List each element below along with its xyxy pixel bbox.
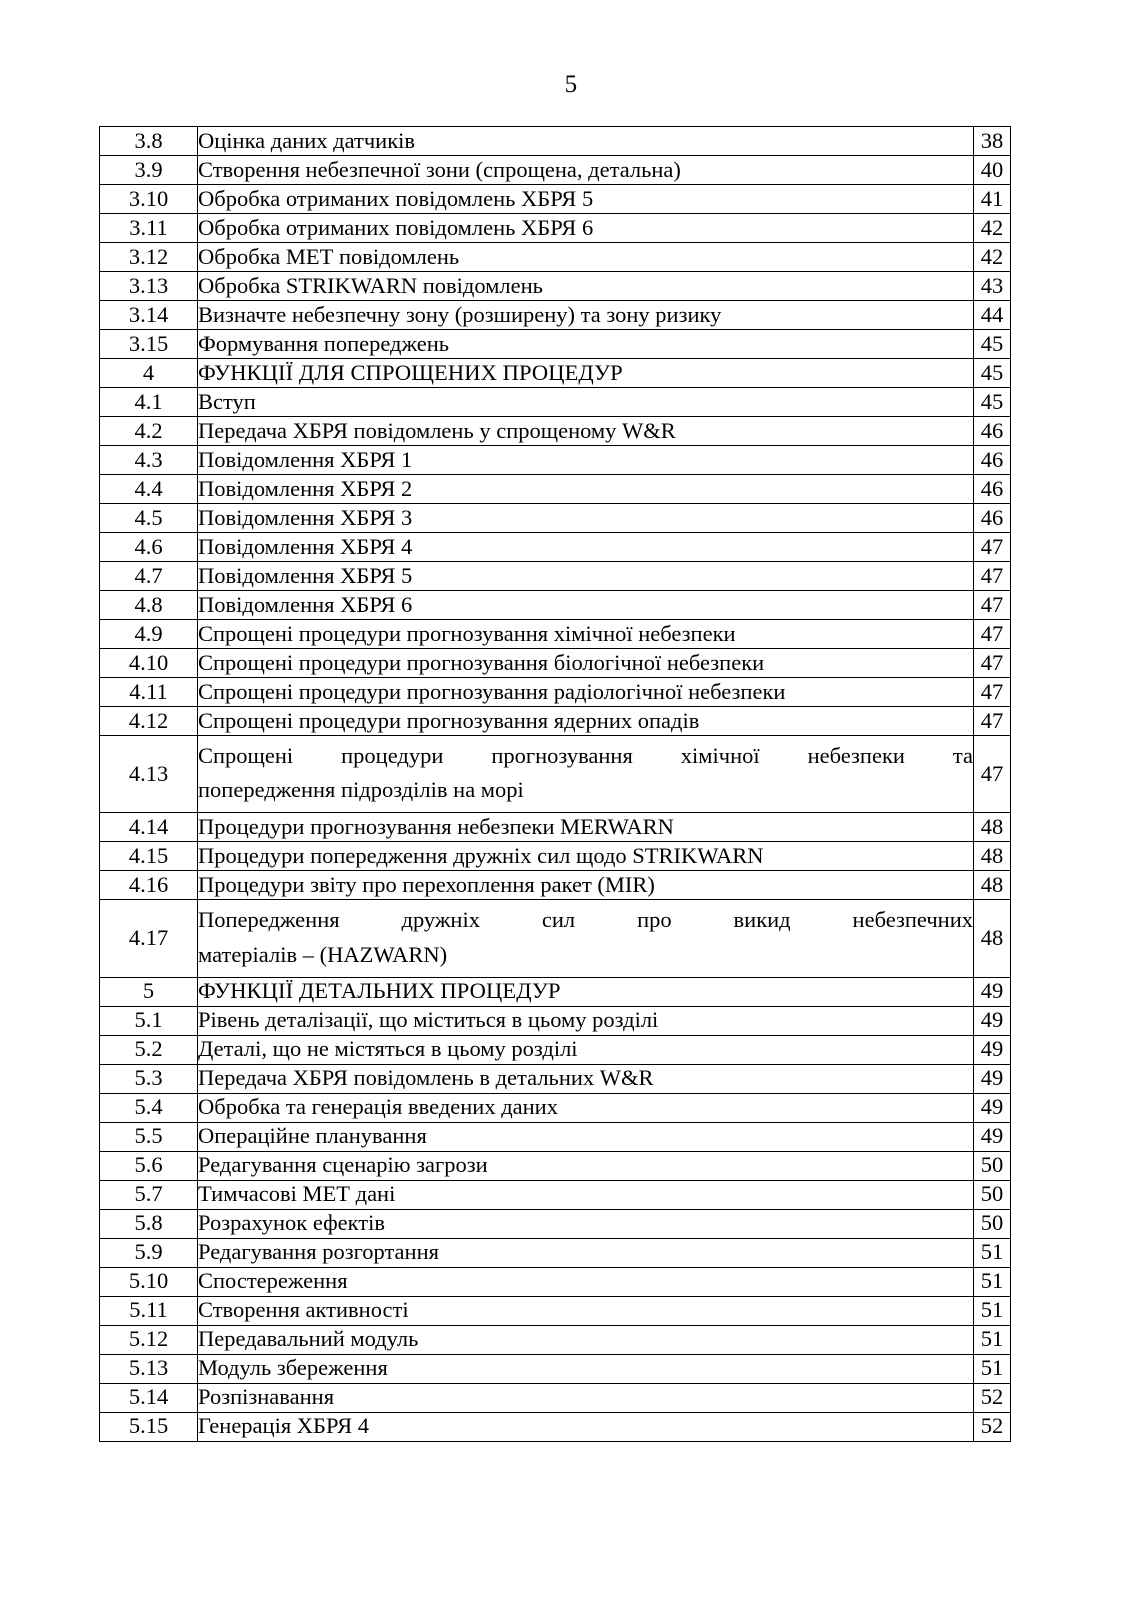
- toc-entry-page: 47: [974, 736, 1011, 813]
- toc-entry-page: 49: [974, 977, 1011, 1006]
- toc-entry-number: 5.10: [100, 1267, 198, 1296]
- toc-entry-page: 47: [974, 620, 1011, 649]
- toc-section-heading[interactable]: ФУНКЦІЇ ДЛЯ СПРОЩЕНИХ ПРОЦЕДУР: [198, 359, 974, 388]
- toc-entry-number: 5.12: [100, 1325, 198, 1354]
- toc-entry-title[interactable]: Генерація ХБРЯ 4: [198, 1412, 974, 1441]
- toc-entry-title[interactable]: Повідомлення ХБРЯ 3: [198, 504, 974, 533]
- toc-entry-title-line: Попередження дружніх сил про викид небезпечних: [198, 907, 973, 933]
- toc-entry-number: 5.8: [100, 1209, 198, 1238]
- toc-entry-title[interactable]: Редагування сценарію загрози: [198, 1151, 974, 1180]
- toc-row[interactable]: [100, 388, 1011, 417]
- toc-row[interactable]: [100, 301, 1011, 330]
- toc-entry-title[interactable]: Редагування розгортання: [198, 1238, 974, 1267]
- toc-entry-title-line: матеріалів – (HAZWARN): [198, 941, 448, 967]
- toc-entry-title[interactable]: Повідомлення ХБРЯ 5: [198, 562, 974, 591]
- toc-entry-page: 48: [974, 871, 1011, 900]
- toc-entry-title[interactable]: Формування попереджень: [198, 330, 974, 359]
- toc-row[interactable]: [100, 900, 1011, 977]
- toc-entry-number: 3.15: [100, 330, 198, 359]
- toc-row[interactable]: [100, 475, 1011, 504]
- toc-entry-page: 47: [974, 562, 1011, 591]
- toc-entry-number: 4.9: [100, 620, 198, 649]
- toc-entry-number: 5: [100, 977, 198, 1006]
- toc-entry-page: 46: [974, 475, 1011, 504]
- toc-entry-number: 5.4: [100, 1093, 198, 1122]
- toc-row[interactable]: [100, 871, 1011, 900]
- toc-entry-number: 5.9: [100, 1238, 198, 1267]
- toc-entry-title[interactable]: Розрахунок ефектів: [198, 1209, 974, 1238]
- toc-table: [99, 126, 1011, 1442]
- toc-entry-number: 5.6: [100, 1151, 198, 1180]
- toc-row[interactable]: [100, 977, 1011, 1006]
- toc-entry-title[interactable]: Обробка та генерація введених даних: [198, 1093, 974, 1122]
- toc-entry-title[interactable]: Розпізнавання: [198, 1383, 974, 1412]
- toc-entry-page: 51: [974, 1238, 1011, 1267]
- toc-entry-title[interactable]: Обробка МЕТ повідомлень: [198, 243, 974, 272]
- toc-entry-number: 3.13: [100, 272, 198, 301]
- toc-row[interactable]: [100, 417, 1011, 446]
- toc-entry-number: 5.2: [100, 1035, 198, 1064]
- toc-entry-page: 47: [974, 707, 1011, 736]
- toc-entry-page: 48: [974, 813, 1011, 842]
- toc-entry-page: 45: [974, 359, 1011, 388]
- toc-entry-title[interactable]: Спрощені процедури прогнозування ядерних опадів: [198, 707, 974, 736]
- toc-entry-number: 5.5: [100, 1122, 198, 1151]
- toc-entry-number: 5.15: [100, 1412, 198, 1441]
- toc-entry-number: 5.3: [100, 1064, 198, 1093]
- toc-entry-title[interactable]: Обробка отриманих повідомлень ХБРЯ 5: [198, 185, 974, 214]
- toc-entry-page: 44: [974, 301, 1011, 330]
- toc-entry-page: 49: [974, 1064, 1011, 1093]
- toc-entry-title[interactable]: Повідомлення ХБРЯ 6: [198, 591, 974, 620]
- toc-entry-page: 52: [974, 1412, 1011, 1441]
- toc-entry-number: 4.15: [100, 842, 198, 871]
- toc-entry-number: 4.7: [100, 562, 198, 591]
- toc-row[interactable]: [100, 620, 1011, 649]
- toc-entry-number: 4.12: [100, 707, 198, 736]
- toc-entry-title[interactable]: Модуль збереження: [198, 1354, 974, 1383]
- toc-entry-page: 38: [974, 127, 1011, 156]
- toc-entry-number: 4.10: [100, 649, 198, 678]
- toc-entry-page: 49: [974, 1122, 1011, 1151]
- toc-entry-page: 46: [974, 417, 1011, 446]
- toc-row[interactable]: [100, 1122, 1011, 1151]
- toc-entry-title[interactable]: Передача ХБРЯ повідомлень в детальних W&R: [198, 1064, 974, 1093]
- toc-entry-title[interactable]: Деталі, що не містяться в цьому розділі: [198, 1035, 974, 1064]
- toc-entry-title[interactable]: Передавальний модуль: [198, 1325, 974, 1354]
- toc-entry-title[interactable]: Спостереження: [198, 1267, 974, 1296]
- toc-entry-page: 47: [974, 533, 1011, 562]
- toc-entry-title[interactable]: Вступ: [198, 388, 974, 417]
- toc-entry-title[interactable]: Спрощені процедури прогнозування радіологічної небезпеки: [198, 678, 974, 707]
- toc-section-heading[interactable]: ФУНКЦІЇ ДЕТАЛЬНИХ ПРОЦЕДУР: [198, 977, 974, 1006]
- toc-row[interactable]: [100, 591, 1011, 620]
- toc-row[interactable]: [100, 1209, 1011, 1238]
- toc-row[interactable]: [100, 504, 1011, 533]
- toc-entry-page: 50: [974, 1209, 1011, 1238]
- toc-entry-number: 4.2: [100, 417, 198, 446]
- toc-entry-page: 43: [974, 272, 1011, 301]
- toc-entry-number: 4.5: [100, 504, 198, 533]
- toc-entry-title[interactable]: Повідомлення ХБРЯ 2: [198, 475, 974, 504]
- toc-entry-number: 4.11: [100, 678, 198, 707]
- toc-entry-page: 52: [974, 1383, 1011, 1412]
- toc-entry-page: 50: [974, 1180, 1011, 1209]
- toc-entry-title-line: Спрощені процедури прогнозування хімічної небезпеки та: [198, 743, 973, 768]
- toc-entry-page: 45: [974, 330, 1011, 359]
- toc-row[interactable]: [100, 272, 1011, 301]
- toc-entry-page: 51: [974, 1354, 1011, 1383]
- toc-entry-page: 47: [974, 591, 1011, 620]
- toc-entry-number: 3.12: [100, 243, 198, 272]
- toc-entry-number: 5.14: [100, 1383, 198, 1412]
- toc-entry-page: 42: [974, 243, 1011, 272]
- toc-entry-title[interactable]: Обробка STRIKWARN повідомлень: [198, 272, 974, 301]
- toc-entry-page: 48: [974, 842, 1011, 871]
- toc-row[interactable]: [100, 330, 1011, 359]
- toc-entry-title[interactable]: Рівень деталізації, що міститься в цьому розділі: [198, 1006, 974, 1035]
- toc-entry-number: 3.14: [100, 301, 198, 330]
- toc-entry-number: 4.14: [100, 813, 198, 842]
- toc-row[interactable]: [100, 1325, 1011, 1354]
- toc-row[interactable]: [100, 243, 1011, 272]
- toc-entry-number: 3.11: [100, 214, 198, 243]
- toc-entry-number: 5.7: [100, 1180, 198, 1209]
- toc-entry-page: 46: [974, 446, 1011, 475]
- toc-entry-page: 51: [974, 1325, 1011, 1354]
- toc-entry-number: 4.6: [100, 533, 198, 562]
- toc-entry-title[interactable]: Повідомлення ХБРЯ 1: [198, 446, 974, 475]
- toc-entry-number: 4.3: [100, 446, 198, 475]
- toc-entry-page: 42: [974, 214, 1011, 243]
- toc-entry-title[interactable]: Визначте небезпечну зону (розширену) та зону ризику: [198, 301, 974, 330]
- toc-row[interactable]: [100, 1064, 1011, 1093]
- toc-row[interactable]: [100, 1354, 1011, 1383]
- toc-row[interactable]: [100, 707, 1011, 736]
- toc-entry-title[interactable]: [198, 736, 974, 813]
- toc-row[interactable]: [100, 842, 1011, 871]
- toc-entry-page: 49: [974, 1006, 1011, 1035]
- toc-row[interactable]: [100, 1035, 1011, 1064]
- toc-entry-page: 50: [974, 1151, 1011, 1180]
- toc-row[interactable]: [100, 1006, 1011, 1035]
- page-number: 5: [564, 71, 578, 98]
- toc-row[interactable]: [100, 1296, 1011, 1325]
- toc-row[interactable]: [100, 359, 1011, 388]
- toc-entry-page: 49: [974, 1035, 1011, 1064]
- toc-row[interactable]: [100, 156, 1011, 185]
- toc-entry-number: 3.9: [100, 156, 198, 185]
- toc-table-body: [100, 127, 1011, 1442]
- toc-entry-page: 45: [974, 388, 1011, 417]
- toc-entry-number: 5.1: [100, 1006, 198, 1035]
- toc-entry-title[interactable]: Процедури прогнозування небезпеки MERWARN: [198, 813, 974, 842]
- toc-entry-title[interactable]: Процедури попередження дружніх сил щодо STRIKWARN: [198, 842, 974, 871]
- toc-entry-page: 49: [974, 1093, 1011, 1122]
- toc-row[interactable]: [100, 1412, 1011, 1441]
- toc-row[interactable]: [100, 736, 1011, 813]
- toc-row[interactable]: [100, 127, 1011, 156]
- toc-entry-title[interactable]: Обробка отриманих повідомлень ХБРЯ 6: [198, 214, 974, 243]
- toc-entry-title[interactable]: Процедури звіту про перехоплення ракет (MIR): [198, 871, 974, 900]
- toc-row[interactable]: [100, 649, 1011, 678]
- toc-entry-title[interactable]: Оцінка даних датчиків: [198, 127, 974, 156]
- toc-entry-page: 51: [974, 1267, 1011, 1296]
- toc-entry-title[interactable]: Повідомлення ХБРЯ 4: [198, 533, 974, 562]
- toc-row[interactable]: [100, 1383, 1011, 1412]
- toc-entry-title[interactable]: Спрощені процедури прогнозування біологічної небезпеки: [198, 649, 974, 678]
- toc-entry-number: 3.10: [100, 185, 198, 214]
- toc-row[interactable]: [100, 1267, 1011, 1296]
- toc-entry-number: 4: [100, 359, 198, 388]
- toc-row[interactable]: [100, 1093, 1011, 1122]
- toc-row[interactable]: [100, 185, 1011, 214]
- toc-entry-number: 4.8: [100, 591, 198, 620]
- toc-entry-title[interactable]: Тимчасові МЕТ дані: [198, 1180, 974, 1209]
- toc-entry-page: 48: [974, 900, 1011, 977]
- toc-entry-number: 4.4: [100, 475, 198, 504]
- toc-entry-title[interactable]: Створення активності: [198, 1296, 974, 1325]
- toc-entry-number: 4.17: [100, 900, 198, 977]
- toc-entry-title[interactable]: [198, 900, 974, 977]
- toc-entry-page: 51: [974, 1296, 1011, 1325]
- toc-row[interactable]: [100, 678, 1011, 707]
- toc-row[interactable]: [100, 214, 1011, 243]
- toc-entry-page: 47: [974, 678, 1011, 707]
- toc-row[interactable]: [100, 1151, 1011, 1180]
- toc-row[interactable]: [100, 1238, 1011, 1267]
- toc-entry-number: 5.13: [100, 1354, 198, 1383]
- toc-entry-number: 4.1: [100, 388, 198, 417]
- toc-entry-title[interactable]: Спрощені процедури прогнозування хімічної небезпеки: [198, 620, 974, 649]
- toc-row[interactable]: [100, 533, 1011, 562]
- toc-entry-number: 4.16: [100, 871, 198, 900]
- toc-entry-number: 3.8: [100, 127, 198, 156]
- toc-entry-title-line: попередження підрозділів на морі: [198, 777, 524, 803]
- toc-entry-title[interactable]: Передача ХБРЯ повідомлень у спрощеному W&R: [198, 417, 974, 446]
- toc-entry-page: 46: [974, 504, 1011, 533]
- toc-entry-title[interactable]: Операційне планування: [198, 1122, 974, 1151]
- toc-row[interactable]: [100, 446, 1011, 475]
- toc-entry-title[interactable]: Створення небезпечної зони (спрощена, детальна): [198, 156, 974, 185]
- toc-entry-page: 40: [974, 156, 1011, 185]
- toc-row[interactable]: [100, 562, 1011, 591]
- toc-entry-page: 47: [974, 649, 1011, 678]
- table-of-contents: [99, 126, 1010, 1442]
- toc-entry-number: 5.11: [100, 1296, 198, 1325]
- toc-entry-page: 41: [974, 185, 1011, 214]
- toc-row[interactable]: [100, 813, 1011, 842]
- toc-row[interactable]: [100, 1180, 1011, 1209]
- toc-entry-number: 4.13: [100, 736, 198, 813]
